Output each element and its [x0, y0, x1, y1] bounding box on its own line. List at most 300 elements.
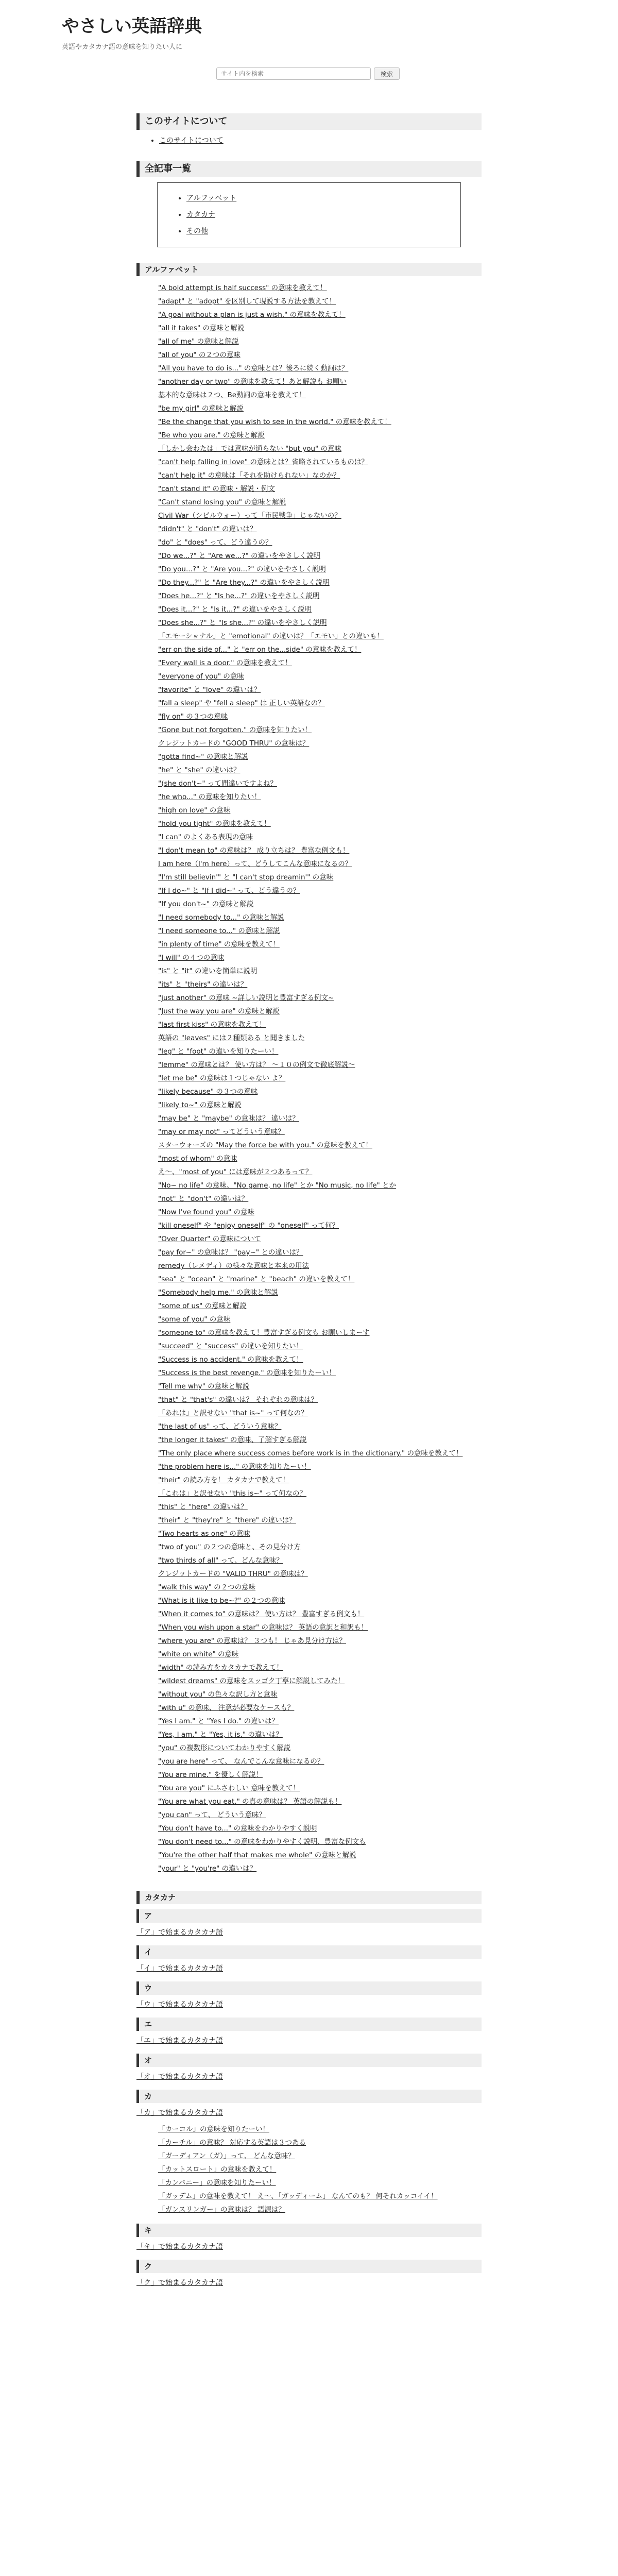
article-link[interactable]: "When it comes to" の意味は？ 使い方は？ 豊富すぎる例文も！ [158, 1610, 365, 1618]
list-item [158, 1460, 482, 1473]
list-item [158, 630, 482, 643]
list-item [158, 1607, 482, 1621]
article-link[interactable]: "Now I've found you" の意味 [158, 1208, 254, 1216]
article-link[interactable]: "Do we...?" と "Are we...?" の違いをやさしく説明 [158, 552, 321, 560]
article-link[interactable]: "with u" の意味、 注意が必要なケースも？ [158, 1704, 295, 1712]
katakana-subheading: ク [136, 2260, 482, 2273]
list-item [158, 335, 482, 348]
article-link[interactable]: 基本的な意味は２つ、Be動詞の意味を教えて！ [158, 391, 306, 399]
article-link[interactable]: remedy（レメディ）の様々な意味と本来の用法 [158, 1262, 310, 1270]
article-link[interactable]: "all of me" の意味と解説 [158, 337, 239, 346]
list-item [158, 522, 482, 536]
article-link[interactable]: "you can" って、 どういう意味？ [158, 1811, 266, 1819]
about-list [136, 135, 482, 146]
katakana-category-row [136, 2035, 482, 2046]
list-item [158, 897, 482, 911]
article-link[interactable]: "adapt" と "adopt" を区別して現説する方法を教えて！ [158, 297, 336, 306]
article-link[interactable]: "If I do~" と "If I did~" って、どう違うの？ [158, 887, 300, 895]
list-item [158, 1299, 482, 1313]
article-link[interactable]: "succeed" と "success" の違いを知りたい！ [158, 1342, 303, 1350]
article-link[interactable]: "width" の読み方をカタカナで教えて！ [158, 1664, 283, 1672]
article-link[interactable]: "Success is the best revenge." の意味を知りたーい！ [158, 1369, 336, 1377]
list-item [158, 1447, 482, 1460]
article-link[interactable]: "What is it like to be~?" の２つの意味 [158, 1597, 285, 1605]
site-title[interactable]: やさしい英語辞典 [62, 16, 202, 37]
article-link[interactable]: 英語の "leaves" には２種類ある と聞きました [158, 1034, 305, 1042]
katakana-category-row [136, 1927, 482, 1938]
article-link[interactable]: 「ガンスリンガー」の意味は？ 語源は？ [158, 2206, 285, 2214]
katakana-section [136, 1945, 482, 1974]
article-link[interactable]: "I need somebody to..." の意味と解説 [158, 913, 284, 922]
article-link[interactable]: "hold you tight" の意味を教えて！ [158, 820, 271, 828]
article-link[interactable]: "Do you...?" と "Are you...?" の違いをやさしく説明 [158, 565, 326, 573]
katakana-category-link[interactable]: 「キ」で始まるカタカナ語 [136, 2243, 223, 2251]
list-item [158, 563, 482, 576]
list-item [158, 951, 482, 964]
katakana-section [136, 2054, 482, 2082]
article-link[interactable]: "Be who you are." の意味と解説 [158, 431, 265, 439]
katakana-category-row [136, 2071, 482, 2082]
list-item [158, 1433, 482, 1447]
list-item [158, 1045, 482, 1058]
article-link[interactable]: 「ガーディアン（ガ）」って、 どんな意味？ [158, 2152, 295, 2160]
list-item [158, 536, 482, 549]
list-item [158, 482, 482, 496]
article-link[interactable]: "All you have to do is..." の意味とは？後ろに続く動詞は？ [158, 364, 349, 372]
article-link[interactable]: "Every wall is a door." の意味を教えて！ [158, 659, 292, 667]
list-item [158, 2123, 482, 2136]
article-link[interactable]: "wildest dreams" の意味をスッゴク丁寧に解説してみた！ [158, 1677, 345, 1685]
list-item [158, 348, 482, 362]
katakana-category-row [136, 1999, 482, 2010]
list-item [158, 643, 482, 656]
list-item [158, 1581, 482, 1594]
article-link[interactable]: "You're the other half that makes me whole" の意味と解説 [158, 1851, 356, 1859]
list-item [158, 670, 482, 683]
list-item [158, 1058, 482, 1072]
article-link[interactable]: "lemme" の意味とは？ 使い方は？ ～１０の例文で徹底解説～ [158, 1061, 355, 1069]
list-item [158, 321, 482, 335]
list-item [158, 1005, 482, 1018]
article-link[interactable]: "Does she...?" と "Is she...?" の違いをやさしく説明 [158, 619, 327, 627]
list-item [158, 978, 482, 991]
list-item [158, 455, 482, 469]
article-link[interactable]: "Does it...?" と "Is it...?" の違いをやさしく説明 [158, 605, 312, 614]
list-item [158, 576, 482, 589]
article-link[interactable]: "fall a sleep" や "fell a sleep" は 正しい英語なの？ [158, 699, 325, 707]
list-item [158, 1768, 482, 1782]
about-heading: このサイトについて [136, 113, 482, 130]
list-item [158, 1567, 482, 1581]
list-item [158, 295, 482, 308]
list-item [158, 1500, 482, 1514]
article-link[interactable]: "You don't have to..." の意味をわかりやすく説明 [158, 1824, 317, 1833]
article-link[interactable]: "Gone but not forgotten." の意味を知りたい！ [158, 726, 312, 734]
list-item [158, 1139, 482, 1152]
list-item [158, 1621, 482, 1634]
article-link[interactable]: え～、"most of you" には意味が２つあるって？ [158, 1168, 313, 1176]
katakana-subheading: オ [136, 2054, 482, 2067]
katakana-article-list [136, 2123, 482, 2216]
article-link[interactable]: スターウォーズの "May the force be with you." の意味を教えて！ [158, 1141, 372, 1149]
article-link[interactable]: "do" と "does" って、どう違うの？ [158, 538, 272, 547]
list-item [158, 308, 482, 321]
article-link[interactable]: クレジットカードの "VALID THRU" の意味は？ [158, 1570, 308, 1578]
katakana-subheading: イ [136, 1945, 482, 1959]
list-item [158, 1420, 482, 1433]
list-item [158, 1340, 482, 1353]
article-link[interactable]: "kill oneself" や "enjoy oneself" の "oneself" って何？ [158, 1222, 339, 1230]
list-item [158, 1487, 482, 1500]
article-link[interactable]: "I need someone to..." の意味と解説 [158, 927, 280, 935]
toc-link[interactable]: アルファベット [186, 194, 237, 202]
list-item [158, 1179, 482, 1192]
katakana-section [136, 2260, 482, 2289]
article-link[interactable]: 「ガッデム」の意味を教えて！ え～、「ガッディーム」 なんてのも？ 何それカッコイイ！ [158, 2192, 438, 2200]
list-item [158, 509, 482, 522]
article-link[interactable]: "Do they...?" と "Are they...?" の違いをやさしく説明 [158, 579, 330, 587]
list-item [158, 1822, 482, 1835]
toc-item [186, 190, 460, 207]
toc-link[interactable]: カタカナ [186, 211, 215, 219]
search-button[interactable]: 検索 [374, 67, 400, 80]
article-link[interactable]: "this" と "here" の違いは？ [158, 1503, 248, 1511]
article-link[interactable]: "Be the change that you wish to see in the world." の意味を教えて！ [158, 418, 391, 426]
katakana-category-row [136, 2107, 482, 2119]
article-link[interactable]: "You are what you eat." の真の意味は？ 英語の解説も！ [158, 1798, 342, 1806]
list-item [158, 1674, 482, 1688]
list-item [158, 1835, 482, 1849]
list-item [158, 496, 482, 509]
list-item [158, 2163, 482, 2176]
article-link[interactable]: "he who..." の意味を知りたい！ [158, 793, 261, 801]
article-link[interactable]: "I will" の４つの意味 [158, 954, 225, 962]
list-item [158, 1219, 482, 1232]
list-item [158, 1018, 482, 1031]
article-link[interactable]: "Yes I am." と "Yes I do." の違いは？ [158, 1717, 279, 1725]
article-link[interactable]: "high on love" の意味 [158, 806, 231, 815]
list-item [158, 790, 482, 804]
list-item [158, 804, 482, 817]
katakana-category-link[interactable]: 「ク」で始まるカタカナ語 [136, 2279, 223, 2287]
article-link[interactable]: 「これは」と訳せない "this is~" って何なの？ [158, 1489, 307, 1498]
article-link[interactable]: "fly on" の３つの意味 [158, 713, 228, 721]
site-description: 英語やカタカナ語の意味を知りたい人に [62, 43, 183, 51]
article-link[interactable]: "its" と "theirs" の違いは？ [158, 980, 248, 989]
article-link[interactable]: "The only place where success comes before work is in the dictionary." の意味を教えて！ [158, 1449, 463, 1458]
article-link[interactable]: "most of whom" の意味 [158, 1155, 237, 1163]
article-link[interactable]: "two thirds of all" って、どんな意味？ [158, 1556, 283, 1565]
article-link[interactable]: 「カットスロート」の意味を教えて！ [158, 2165, 277, 2174]
katakana-section [136, 2090, 482, 2216]
katakana-subheading: ウ [136, 1981, 482, 1995]
article-link[interactable]: "your" と "you're" の違いは？ [158, 1865, 257, 1873]
list-item [158, 1380, 482, 1393]
site-header [62, 15, 556, 51]
katakana-category-link[interactable]: 「イ」で始まるカタカナ語 [136, 1964, 223, 1973]
alphabet-heading: アルファベット [136, 263, 482, 276]
list-item [158, 2136, 482, 2149]
article-link[interactable]: "When you wish upon a star" の意味は？ 英語の意訳と和訳も！ [158, 1623, 368, 1632]
article-link[interactable]: "Yes, I am." と "Yes, it is." の違いは？ [158, 1731, 283, 1739]
article-link[interactable]: "You are you" にふさわしい 意味を教えて！ [158, 1784, 300, 1792]
article-link[interactable]: "without you" の色々な訳し方と意味 [158, 1690, 278, 1699]
article-link[interactable]: "another day or two" の意味を教えて！あと解説も お願い [158, 378, 347, 386]
article-link[interactable]: "You are mine." を優しく解説！ [158, 1771, 263, 1779]
list-item [158, 1273, 482, 1286]
article-link[interactable]: "I can" のよくある表現の意味 [158, 833, 253, 841]
list-item [158, 1862, 482, 1875]
article-link[interactable]: "the last of us" って、どういう意味？ [158, 1422, 282, 1431]
list-item [158, 723, 482, 737]
list-item [158, 469, 482, 482]
article-link[interactable]: "be my girl" の意味と解説 [158, 404, 244, 413]
katakana-category-link[interactable]: 「カ」で始まるカタカナ語 [136, 2109, 223, 2117]
article-link[interactable]: "the problem here is..." の意味を知りたーい！ [158, 1463, 311, 1471]
katakana-section [136, 2018, 482, 2046]
list-item [158, 737, 482, 750]
list-item [158, 589, 482, 603]
list-item [158, 991, 482, 1005]
list-item [158, 1192, 482, 1206]
article-link[interactable]: "some of you" の意味 [158, 1315, 231, 1324]
list-item [158, 1112, 482, 1125]
list-item [158, 375, 482, 388]
list-item [158, 1527, 482, 1540]
article-link[interactable]: "didn't" と "don't" の違いは？ [158, 525, 257, 533]
list-item [158, 884, 482, 897]
list-item [158, 1688, 482, 1701]
article-link[interactable]: クレジットカードの "GOOD THRU" の意味は？ [158, 739, 310, 748]
list-item [158, 1085, 482, 1098]
katakana-category-link[interactable]: 「エ」で始まるカタカナ語 [136, 2037, 223, 2045]
list-item [158, 1406, 482, 1420]
katakana-heading: カタカナ [136, 1891, 482, 1904]
article-link[interactable]: "likely because" の３つの意味 [158, 1088, 258, 1096]
article-link[interactable]: "Tell me why" の意味と解説 [158, 1382, 250, 1391]
list-item [158, 1246, 482, 1259]
article-link[interactable]: "A goal without a plan is just a wish." の意味を教えて！ [158, 311, 346, 319]
article-link[interactable]: "A bold attempt is half success" の意味を教えて！ [158, 284, 327, 292]
list-item [158, 1648, 482, 1661]
list-item [158, 2176, 482, 2190]
list-item [158, 1808, 482, 1822]
list-item [158, 603, 482, 616]
list-item [158, 1125, 482, 1139]
list-item [158, 750, 482, 764]
article-link[interactable]: "can't help falling in love" の意味とは？省略されているものは？ [158, 458, 368, 466]
toc-list [158, 190, 460, 240]
list-item [158, 831, 482, 844]
list-item [158, 2149, 482, 2163]
list-item [158, 1165, 482, 1179]
katakana-category-link[interactable]: 「ウ」で始まるカタカナ語 [136, 2001, 223, 2009]
list-item [158, 2190, 482, 2203]
list-item [158, 1152, 482, 1165]
article-link[interactable]: "someone to" の意味を教えて！豊富すぎる例文も お願いしまーす [158, 1329, 370, 1337]
list-item [158, 442, 482, 455]
list-item [158, 2203, 482, 2216]
alphabet-article-list [136, 281, 482, 1875]
article-link[interactable]: 「しかし会わたは」では意味が通らない "but you" の意味 [158, 445, 342, 453]
article-link[interactable]: "I'm still believin'" と "I can't stop dreamin'" の意味 [158, 873, 334, 882]
list-item [158, 764, 482, 777]
article-link[interactable]: Civil War（シビルウォー）って「市民戦争」じゃないの？ [158, 512, 341, 520]
search-form [216, 66, 402, 81]
list-item [158, 1232, 482, 1246]
article-link[interactable]: "not" と "don't" の違いは？ [158, 1195, 249, 1203]
list-item [158, 1634, 482, 1648]
list-item [158, 1259, 482, 1273]
toc-link[interactable]: その他 [186, 227, 208, 235]
katakana-sections [136, 1909, 482, 2289]
list-item [158, 938, 482, 951]
article-link[interactable]: "just another" の意味 ~詳しい説明と豊富すぎる例文~ [158, 994, 334, 1002]
article-link[interactable]: "pay for~" の意味は？ "pay~" との違いは？ [158, 1248, 303, 1257]
list-item [158, 1393, 482, 1406]
list-item [158, 1514, 482, 1527]
list-item [158, 429, 482, 442]
article-link[interactable]: "gotta find~" の意味と解説 [158, 753, 248, 761]
katakana-section [136, 1909, 482, 1938]
list-item [158, 683, 482, 697]
article-link[interactable]: "that" と "that's" の違いは？ それぞれの意味は？ [158, 1396, 318, 1404]
list-item [158, 911, 482, 924]
list-item [158, 844, 482, 857]
katakana-subheading: ア [136, 1909, 482, 1923]
article-link[interactable]: "walk this way" の２つの意味 [158, 1583, 256, 1591]
article-link[interactable]: 「カンパニー」の意味を知りたーい！ [158, 2179, 276, 2187]
list-item [158, 388, 482, 402]
article-link[interactable]: "two of you" の２つの意味と、その見分け方 [158, 1543, 301, 1551]
article-link[interactable]: "If you don't~" の意味と解説 [158, 900, 254, 908]
article-link[interactable]: "where you are" の意味は？ ３つも！ じゃあ見分け方は？ [158, 1637, 346, 1645]
list-item [158, 1728, 482, 1741]
list-item [158, 616, 482, 630]
list-item [158, 817, 482, 831]
article-link[interactable]: "let me be" の意味は１つじゃない よ？ [158, 1074, 286, 1082]
article-link[interactable]: "some of us" の意味と解説 [158, 1302, 247, 1310]
list-item [158, 857, 482, 871]
toc-box [157, 182, 461, 247]
article-link[interactable]: "Two hearts as one" の意味 [158, 1530, 250, 1538]
list-item [158, 1741, 482, 1755]
article-link[interactable]: "can't help it" の意味は「それを助けられない」なのか？ [158, 471, 340, 480]
katakana-subheading: エ [136, 2018, 482, 2031]
list-item [158, 1326, 482, 1340]
about-link[interactable]: このサイトについて [159, 137, 224, 145]
main-content [136, 113, 482, 2296]
toc-item [186, 223, 460, 240]
article-link[interactable]: "is" と "it" の違いを簡単に説明 [158, 967, 258, 975]
katakana-category-row [136, 1963, 482, 1974]
article-link[interactable]: "Somebody help me." の意味と解説 [158, 1289, 278, 1297]
article-link[interactable]: "Over Quarter" の意味について [158, 1235, 261, 1243]
article-link[interactable]: "err on the side of..." と "err on the...side" の意味を教えて！ [158, 646, 362, 654]
katakana-category-link[interactable]: 「ア」で始まるカタカナ語 [136, 1928, 223, 1937]
article-link[interactable]: "the longer it takes" の意味、了解すぎる解説 [158, 1436, 307, 1444]
list-item [158, 1594, 482, 1607]
list-item [158, 1313, 482, 1326]
article-link[interactable]: 「エモーショナル」と "emotional" の違いは？「エモい」との違いも！ [158, 632, 384, 640]
article-link[interactable]: "can't stand it" の意味・解説・例文 [158, 485, 275, 493]
article-link[interactable]: "in plenty of time" の意味を教えて！ [158, 940, 280, 948]
list-item [158, 1072, 482, 1085]
list-item [158, 1554, 482, 1567]
list-item [158, 1661, 482, 1674]
article-link[interactable]: I am here（I'm here）って、どうしてこんな意味になるの？ [158, 860, 352, 868]
article-link[interactable]: "you are here" って、 なんでこんな意味になるの？ [158, 1757, 324, 1766]
katakana-subheading: キ [136, 2224, 482, 2237]
list-item [158, 1366, 482, 1380]
article-link[interactable]: "everyone of you" の意味 [158, 672, 244, 681]
list-item [158, 710, 482, 723]
article-link[interactable]: "may be" と "maybe" の意味は？ 違いは？ [158, 1114, 299, 1123]
article-link[interactable]: "last first kiss" の意味を教えて！ [158, 1021, 266, 1029]
list-item [158, 1206, 482, 1219]
katakana-category-link[interactable]: 「オ」で始まるカタカナ語 [136, 2073, 223, 2081]
list-item [158, 1353, 482, 1366]
article-link[interactable]: 「あれは」と訳せない "that is~" って何なの？ [158, 1409, 308, 1417]
list-item [158, 1540, 482, 1554]
katakana-section [136, 1981, 482, 2010]
katakana-section [136, 2224, 482, 2252]
katakana-category-row [136, 2277, 482, 2289]
list-item [158, 1031, 482, 1045]
list-item [158, 549, 482, 563]
list-item [159, 135, 482, 146]
article-link[interactable]: "Can't stand losing you" の意味と解説 [158, 498, 286, 506]
article-link[interactable]: "sea" と "ocean" と "marine" と "beach" の違いを教えて！ [158, 1275, 355, 1283]
article-link[interactable]: "all it takes" の意味と解説 [158, 324, 245, 332]
list-item [158, 1098, 482, 1112]
list-item [158, 924, 482, 938]
katakana-category-row [136, 2241, 482, 2252]
toc-item [186, 207, 460, 223]
article-link[interactable]: "leg" と "foot" の違いを知りたーい！ [158, 1047, 279, 1056]
article-link[interactable]: 「カーチル」の意味？ 対応する英語は３つある [158, 2139, 306, 2147]
article-link[interactable]: "white on white" の意味 [158, 1650, 239, 1658]
article-link[interactable]: 「カーコル」の意味を知りたーい！ [158, 2125, 269, 2133]
list-item [158, 1715, 482, 1728]
article-link[interactable]: "Just the way you are" の意味と解説 [158, 1007, 280, 1015]
article-link[interactable]: "Does he...?" と "Is he...?" の違いをやさしく説明 [158, 592, 320, 600]
article-link[interactable]: "likely to~" の意味と解説 [158, 1101, 242, 1109]
list-item [158, 777, 482, 790]
list-item [158, 697, 482, 710]
article-link[interactable]: "may or may not" ってどういう意味？ [158, 1128, 285, 1136]
article-link[interactable]: "Success is no accident." の意味を教えて！ [158, 1355, 303, 1364]
list-item [158, 1473, 482, 1487]
list-item [158, 1755, 482, 1768]
list-item [158, 1782, 482, 1795]
list-item [158, 1286, 482, 1299]
article-link[interactable]: "favorite" と "love" の違いは？ [158, 686, 261, 694]
list-item [158, 402, 482, 415]
list-item [158, 415, 482, 429]
article-link[interactable]: "No~ no life" の意味、"No game, no life" とか "No music, no life" とか [158, 1181, 397, 1190]
article-link[interactable]: "all of you" の２つの意味 [158, 351, 241, 359]
article-link[interactable]: "You don't need to..." の意味をわかりやすく説明、豊富な例文も [158, 1838, 366, 1846]
article-link[interactable]: "I don't mean to" の意味は？ 成り立ちは？ 豊富な例文も！ [158, 846, 350, 855]
list-item [158, 1849, 482, 1862]
article-link[interactable]: "(she don't~" って間違いですよね？ [158, 779, 277, 788]
article-link[interactable]: "you" の複数形についてわかりやすく解説 [158, 1744, 291, 1752]
search-input[interactable] [216, 67, 371, 80]
article-link[interactable]: "their" と "they're" と "there" の違いは？ [158, 1516, 296, 1524]
article-link[interactable]: "he" と "she" の違いは？ [158, 766, 241, 774]
article-link[interactable]: "their" の読み方を！ カタカナで教えて！ [158, 1476, 289, 1484]
